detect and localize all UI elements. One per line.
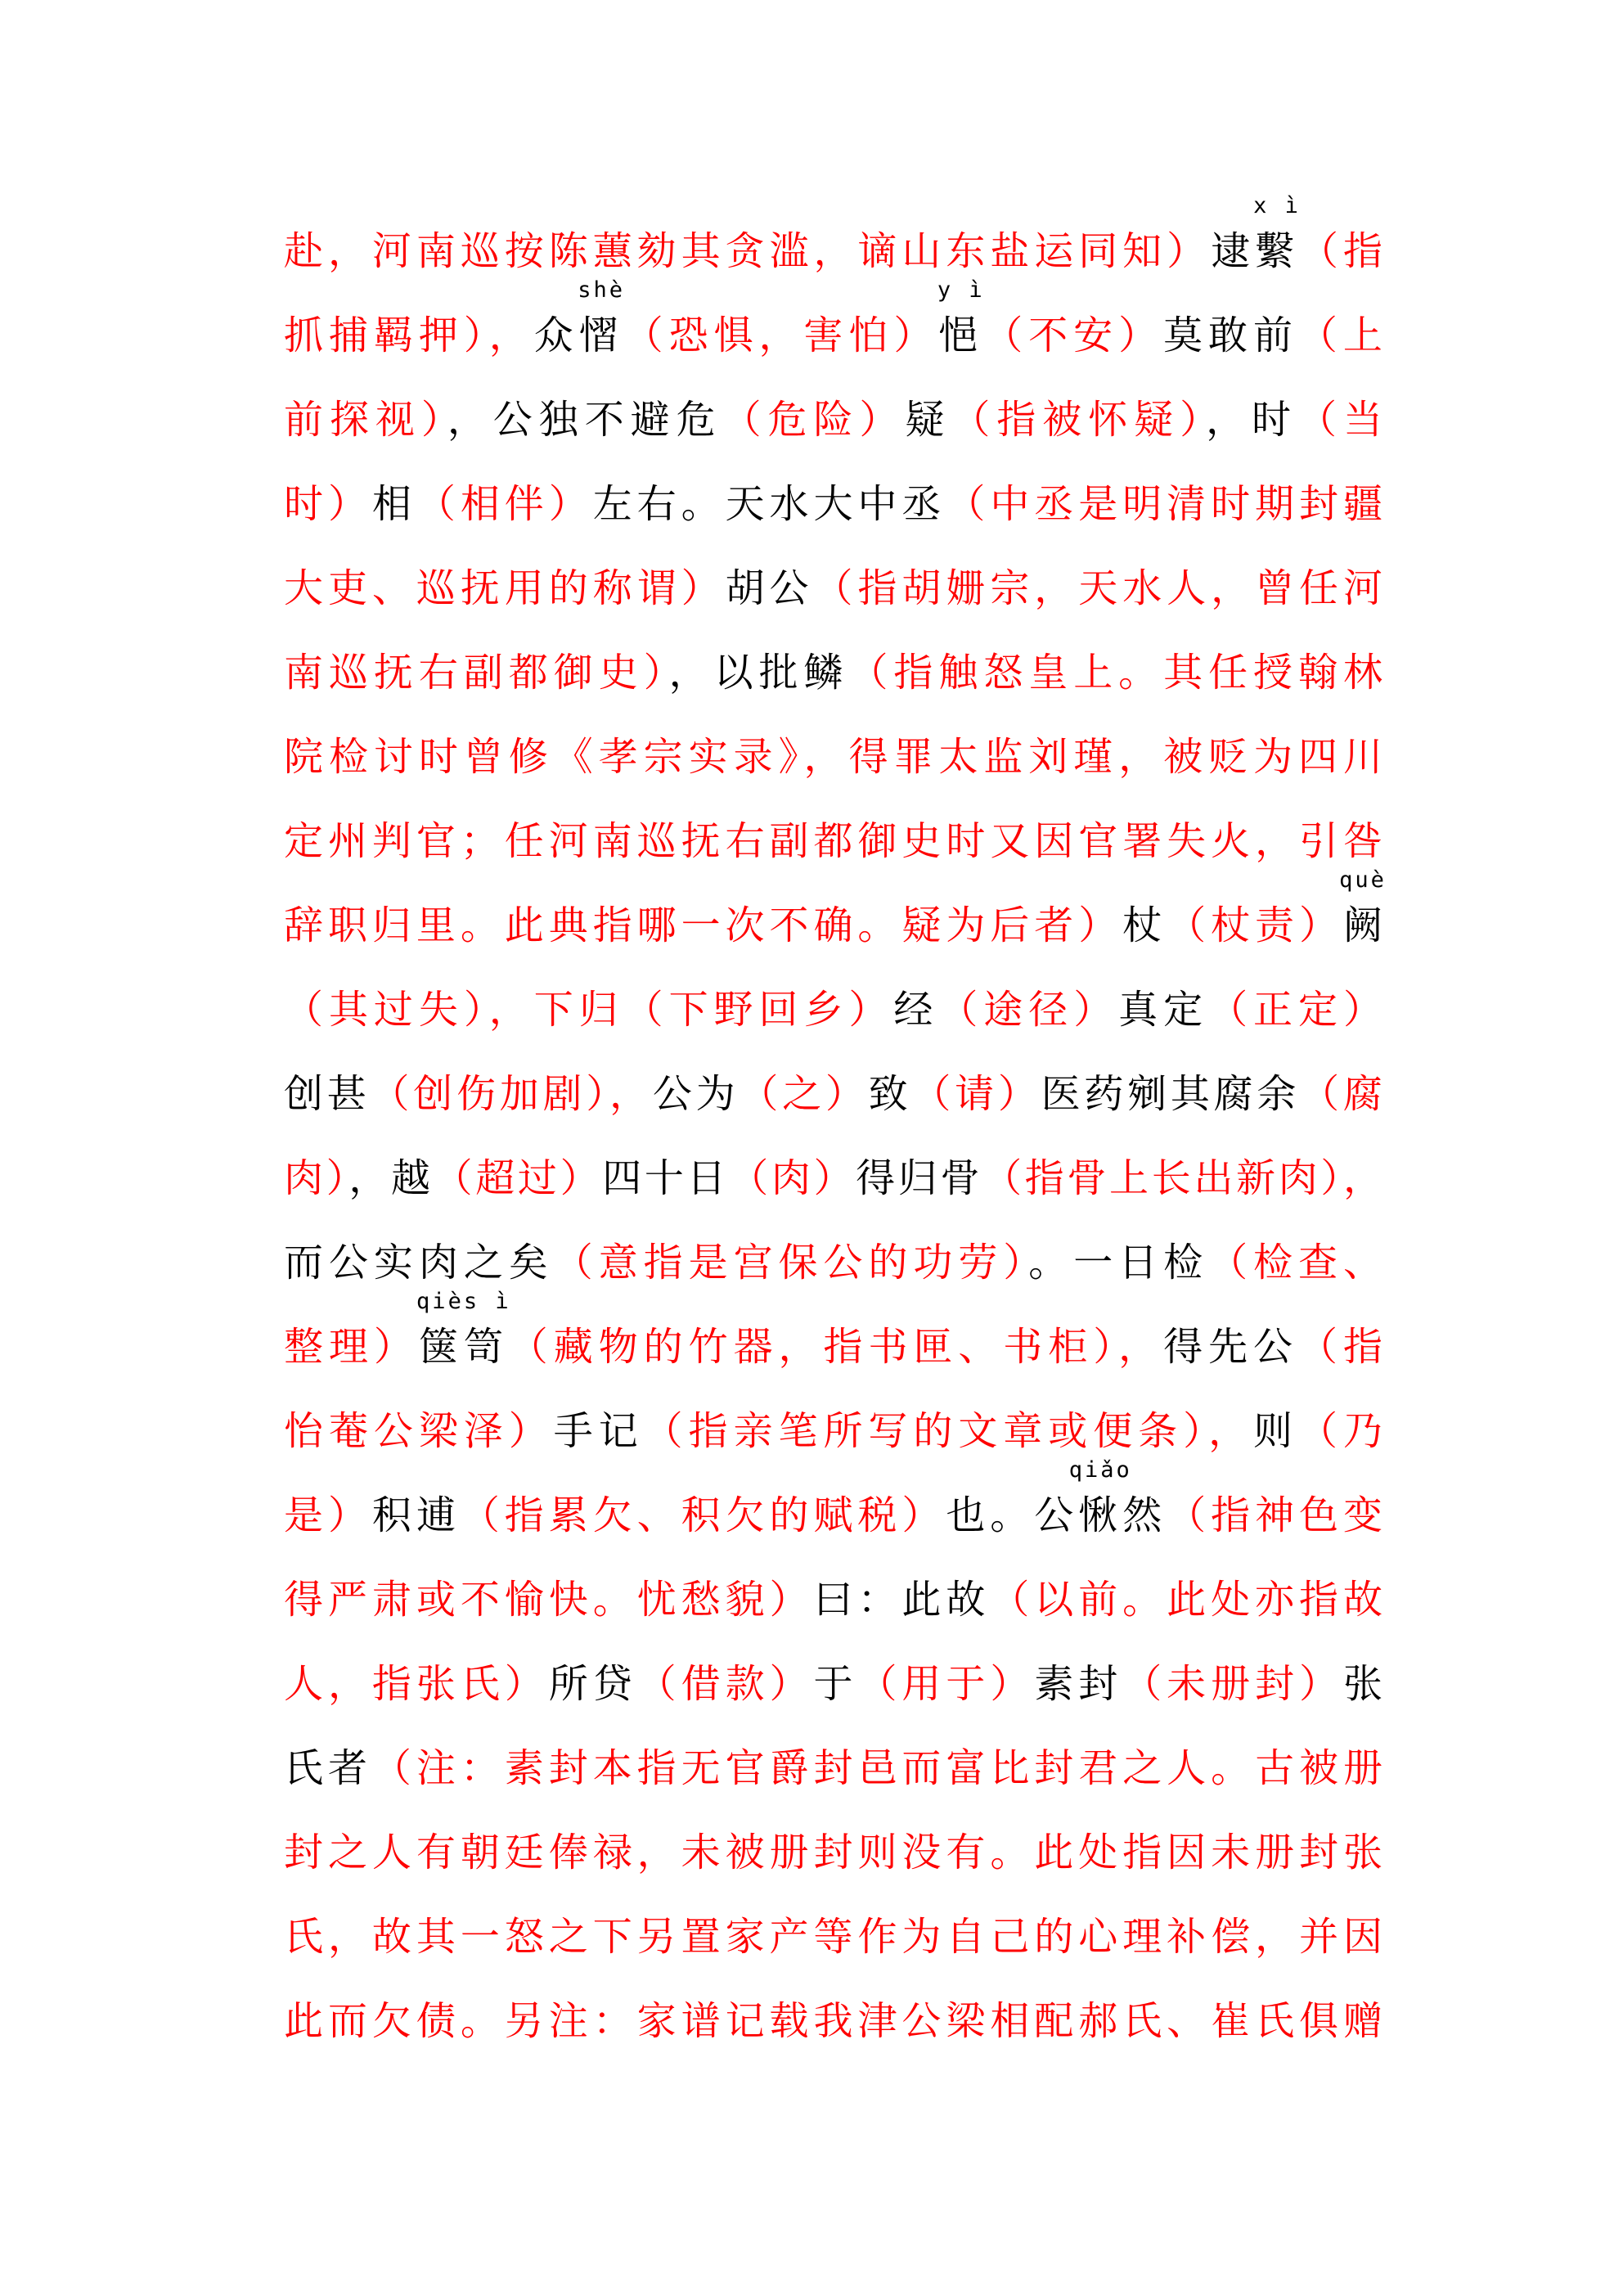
original-text: 于 — [813, 1663, 858, 1706]
original-text: qiǎo 愀 — [1068, 1457, 1132, 1537]
annotation-text: 南巡抚右副都御史） — [284, 651, 669, 695]
annotation-text: （恐惧，害怕） — [623, 314, 939, 358]
annotation-text: （危险） — [722, 398, 906, 442]
annotation-text: （指骨上长出新肉）， — [982, 1157, 1382, 1200]
original-text: 创甚 — [284, 1073, 371, 1116]
text-line — [284, 1289, 1382, 1389]
original-text: ，公独不避危 — [447, 398, 722, 442]
annotation-text: 此而欠债。另注：家谱记载我津公梁相配郝氏、崔氏俱赠 — [284, 2000, 1382, 2043]
original-text: qiès ì 箧笥 — [416, 1289, 511, 1369]
annotation-text: （指累欠、积欠的赋税） — [460, 1494, 946, 1537]
annotation-text: （指神色变 — [1167, 1494, 1382, 1537]
text-line — [284, 1979, 1382, 2064]
original-text: 公为 — [652, 1073, 740, 1116]
text-line — [284, 867, 1387, 968]
annotation-text: （指亲笔所写的文章或便条）， — [643, 1410, 1254, 1453]
text-line — [284, 277, 1382, 378]
original-text: 素封 — [1034, 1663, 1123, 1706]
annotation-text: 整理） — [284, 1326, 419, 1369]
annotation-text: （上 — [1297, 314, 1382, 358]
annotation-text: （指 — [1298, 1326, 1382, 1369]
original-text: 疑 — [905, 398, 951, 442]
original-text: 张 — [1342, 1663, 1382, 1706]
original-text: 然 — [1122, 1494, 1167, 1537]
original-text: 也。公 — [946, 1494, 1079, 1537]
original-text: shè 慴 — [578, 277, 626, 358]
annotation-text: （未册封） — [1122, 1663, 1343, 1706]
annotation-text: （乃 — [1298, 1410, 1382, 1453]
text-line — [284, 799, 1382, 884]
annotation-text: （正定） — [1208, 988, 1382, 1032]
text-line — [284, 1811, 1382, 1895]
annotation-text: 抓捕羁押） — [284, 314, 489, 358]
annotation-text: （途径） — [938, 988, 1119, 1032]
original-text: 经 — [893, 988, 939, 1032]
annotation-text: 时） — [284, 483, 372, 526]
annotation-text: （注：素封本指无官爵封邑而富比封君之人。古被册 — [371, 1747, 1382, 1790]
annotation-text: 赴，河南巡按陈蕙劾其贪滥，谪山东盐运同知） — [284, 230, 1212, 273]
original-text: 逮 — [1211, 230, 1256, 273]
text-line — [284, 968, 1382, 1052]
text-line — [284, 1052, 1382, 1137]
original-text: y ì 悒 — [937, 277, 985, 358]
annotation-text: （检查、 — [1208, 1241, 1382, 1285]
annotation-text: （超过） — [433, 1157, 603, 1200]
annotation-text: （其过失），下归（下野回乡） — [284, 988, 894, 1032]
annotation-text: （指胡姗宗，天水人，曾任河 — [813, 567, 1382, 610]
original-text: 则 — [1253, 1410, 1298, 1453]
text-line — [284, 715, 1382, 799]
original-text: 医药剜其腐余 — [1041, 1073, 1301, 1116]
text-line — [284, 1727, 1382, 1811]
original-text: 胡公 — [725, 567, 814, 610]
original-text: 得先公 — [1163, 1326, 1298, 1369]
original-text: ，时 — [1206, 398, 1298, 442]
annotation-text: （指触怒皇上。其任授翰林 — [848, 651, 1382, 695]
text-line — [284, 462, 1382, 547]
text-line — [284, 631, 1382, 715]
original-text: 手记 — [553, 1410, 644, 1453]
pinyin-annotation: x ì — [1253, 193, 1301, 218]
annotation-text: 前探视） — [284, 398, 447, 442]
annotation-text: （相伴） — [416, 483, 593, 526]
original-text: 杖 — [1122, 904, 1167, 948]
annotation-text: （意指是宫保公的功劳） — [553, 1241, 1029, 1285]
original-text: 左右。天水大中丞 — [592, 483, 946, 526]
text-line — [284, 1642, 1382, 1727]
annotation-text: 是） — [284, 1494, 372, 1537]
annotation-text: （当 — [1297, 398, 1382, 442]
text-line — [284, 1457, 1382, 1558]
original-text: 莫敢前 — [1163, 314, 1298, 358]
annotation-text: 得严肃或不愉快。忧愁貌） — [284, 1578, 814, 1622]
annotation-text: 肉） — [284, 1157, 349, 1200]
pinyin-annotation: shè — [578, 277, 626, 303]
annotation-text: （杖责） — [1167, 904, 1343, 948]
original-text: 四十日 — [602, 1157, 730, 1200]
annotation-text: （创伤加剧）， — [370, 1073, 653, 1116]
pinyin-annotation: qiǎo — [1068, 1457, 1132, 1483]
original-text: 相 — [371, 483, 416, 526]
text-line — [284, 1895, 1382, 1979]
original-text: 曰：此故 — [813, 1578, 991, 1622]
annotation-text: （请） — [911, 1073, 1041, 1116]
annotation-text: （借款） — [636, 1663, 814, 1706]
annotation-text: （不安） — [983, 314, 1164, 358]
annotation-text: 院检讨时曾修《孝宗实录》，得罪太监刘瑾，被贬为四川 — [284, 736, 1382, 779]
annotation-text: （藏物的竹器，指书匣、书柜）， — [508, 1326, 1164, 1369]
annotation-text: ， — [488, 314, 534, 358]
text-line — [284, 193, 1382, 294]
annotation-text: 大吏、巡抚用的称谓） — [284, 567, 726, 610]
annotation-text: （指被怀疑） — [951, 398, 1207, 442]
original-text: 致 — [868, 1073, 912, 1116]
original-text: 所贷 — [548, 1663, 637, 1706]
annotation-text: （用于） — [857, 1663, 1035, 1706]
original-text: x ì 繫 — [1253, 193, 1301, 273]
original-text: 积逋 — [371, 1494, 461, 1537]
text-line — [284, 547, 1382, 631]
original-text: ，以批鳞 — [668, 651, 849, 695]
pinyin-annotation: qiès ì — [416, 1289, 511, 1314]
text-line — [284, 1137, 1382, 1221]
original-text: 得归骨 — [856, 1157, 983, 1200]
annotation-text: 氏，故其一怒之下另置家产等作为自己的心理补偿，并因 — [284, 1916, 1382, 1959]
text-block — [284, 193, 1387, 2064]
pinyin-annotation: què — [1339, 867, 1387, 893]
annotation-text: （肉） — [729, 1157, 856, 1200]
original-text: 氏者 — [284, 1747, 372, 1790]
original-text: ，越 — [348, 1157, 434, 1200]
original-text: 而公实肉之矣 — [284, 1241, 554, 1285]
annotation-text: （以前。此处亦指故 — [990, 1578, 1382, 1622]
text-line — [284, 1389, 1382, 1474]
annotation-text: 定州判官；任河南巡抚右副都御史时又因官署失火，引咎 — [284, 820, 1382, 863]
text-line — [284, 1558, 1382, 1642]
pinyin-annotation: y ì — [937, 277, 985, 303]
annotation-text: 封之人有朝廷俸禄，未被册封则没有。此处指因未册封张 — [284, 1831, 1382, 1875]
original-text: 众 — [533, 314, 579, 358]
annotation-text: （指 — [1299, 230, 1382, 273]
original-text: què 阙 — [1339, 867, 1387, 948]
text-line — [284, 378, 1382, 462]
annotation-text: （腐 — [1300, 1073, 1382, 1116]
annotation-text: （中丞是明清时期封疆 — [946, 483, 1382, 526]
annotation-text: （之） — [739, 1073, 869, 1116]
original-text: 真定 — [1118, 988, 1209, 1032]
annotation-text: 辞职归里。此典指哪一次不确。疑为后者） — [284, 904, 1123, 948]
original-text: 。一日检 — [1028, 1241, 1209, 1285]
annotation-text: 人，指张氏） — [284, 1663, 549, 1706]
annotation-text: 怡菴公梁泽） — [284, 1410, 554, 1453]
